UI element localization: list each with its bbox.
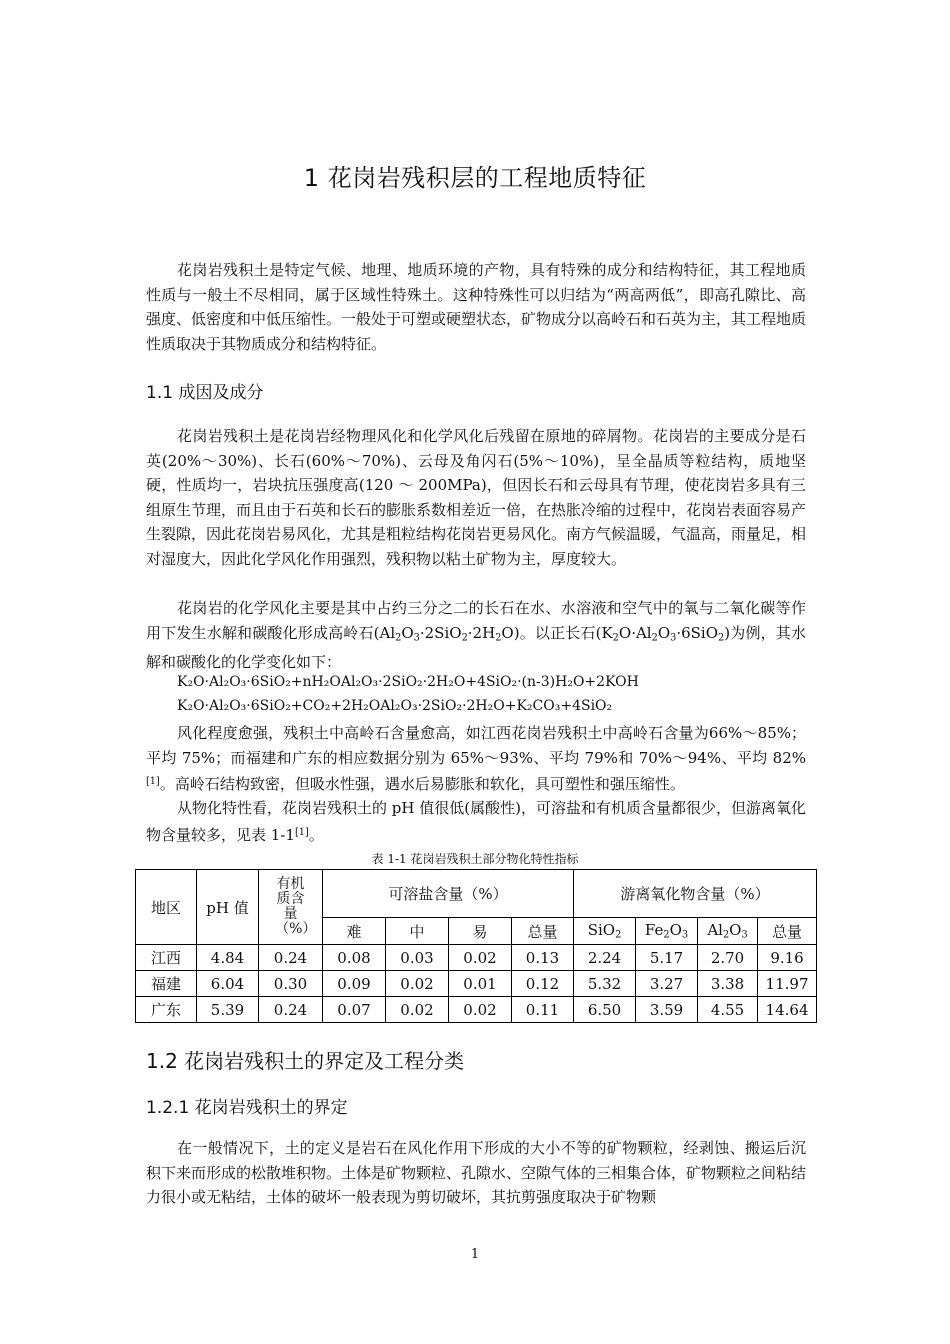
header-organic: 有机质含量（%） (259, 870, 323, 945)
table-cell: 3.27 (636, 971, 698, 997)
table-cell: 3.59 (636, 997, 698, 1023)
table-caption: 表 1-1 花岗岩残积土部分物化特性指标 (371, 852, 579, 866)
section-heading-1-1: 1.1 成因及成分 (146, 383, 264, 403)
subheader-mid: 中 (386, 918, 449, 945)
subheader-total-oxide: 总量 (758, 918, 817, 945)
table-cell: 0.02 (449, 945, 512, 971)
citation-ref: [1] (294, 826, 309, 838)
header-region: 地区 (136, 870, 197, 945)
table-cell: 2.24 (574, 945, 636, 971)
table-cell: 0.24 (259, 997, 323, 1023)
subheader-total-salt: 总量 (512, 918, 574, 945)
table-cell: 0.12 (512, 971, 574, 997)
table-row (136, 971, 817, 997)
header-soluble-salt: 可溶盐含量（%） (323, 870, 574, 918)
table-cell: 6.50 (574, 997, 636, 1023)
table-row (136, 997, 817, 1023)
table-cell: 0.03 (386, 945, 449, 971)
header-free-oxide: 游离氧化物含量（%） (574, 870, 817, 918)
table-cell: 5.32 (574, 971, 636, 997)
equation-hydrolysis: K₂O·Al₂O₃·6SiO₂+nH₂OAl₂O₃·2SiO₂·2H₂O+4SiO₂·(n-3)H₂O+2KOH (177, 674, 639, 690)
paragraph-kaolinite: 风化程度愈强，残积土中高岭石含量愈高，如江西花岗岩残积土中高岭石含量为66%～85%；平均 75%；而福建和广东的相应数据分别为 65%～93%、平均 79%和 70%～94%、平均 82%[1]。高岭石结构致密，但吸水性强，遇水后易膨胀和软化，具可塑性和强压缩性。 (146, 724, 806, 793)
subheader-fe2o3: $Fe_2O_3$ (636, 918, 698, 945)
paragraph-origin: 花岗岩残积土是花岗岩经物理风化和化学风化后残留在原地的碎屑物。花岗岩的主要成分是石英(20%～30%)、长石(60%～70%)、云母及角闪石(5%～10%)，呈全晶质等粒结构，质地坚硬，性质均一，岩块抗压强度高(120 ～ 200MPa)，但因长石和云母具有节理，使花岗岩多具有三组原生节理，而且由于石英和长石的膨胀系数相差近一倍，在热胀冷缩的过程中，花岗岩表面容易产生裂隙，因此花岗岩易风化，尤其是粗粒结构花岗岩更易风化。南方气候温暖，气温高，雨量足，相对湿度大，因此化学风化作用强烈，残积物以粘土矿物为主，厚度较大。 (146, 427, 807, 568)
subheader-hard: 难 (323, 918, 386, 945)
paragraph-physicochemical: 从物化特性看，花岗岩残积土的 pH 值很低(属酸性)，可溶盐和有机质含量都很少，但游离氧化物含量较多，见表 1-1[1]。 (146, 799, 806, 844)
table-cell: 0.02 (386, 971, 449, 997)
table-cell: 0.02 (449, 997, 512, 1023)
header-ph: pH 值 (197, 870, 259, 945)
table-cell: 0.08 (323, 945, 386, 971)
subheader-sio2: SiO$_2$ (574, 918, 636, 945)
table-cell: 0.30 (259, 971, 323, 997)
table-cell: 0.11 (512, 997, 574, 1023)
table-cell: 11.97 (758, 971, 817, 997)
page-number: 1 (470, 1247, 480, 1262)
table-cell: 2.70 (698, 945, 758, 971)
table-cell: 广东 (136, 997, 197, 1023)
table-cell: 3.38 (698, 971, 758, 997)
table-cell: 江西 (136, 945, 197, 971)
table-row (136, 945, 817, 971)
table-cell: 0.01 (449, 971, 512, 997)
paragraph-chemical-weathering: 花岗岩的化学风化主要是其中占约三分之二的长石在水、水溶液和空气中的氧与二氧化碳等作用下发生水解和碳酸化形成高岭石$(Al_2O_3\cdot 2SiO_2\cdot 2H_2O)$。以正长石$(K_2O\cdot Al_2O_3\cdot 6SiO_2)$为例，其水解和碳酸化的化学变化如下： (146, 599, 806, 672)
table-cell: 0.07 (323, 997, 386, 1023)
intro-paragraph: 花岗岩残积土是特定气候、地理、地质环境的产物，具有特殊的成分和结构特征，其工程地质性质与一般土不尽相同，属于区域性特殊土。这种特殊性可以归结为“两高两低”，即高孔隙比、高强度、低密度和中低压缩性。一般处于可塑或硬塑状态，矿物成分以高岭石和石英为主，其工程地质性质取决于其物质成分和结构特征。 (146, 261, 807, 353)
table-cell: 0.02 (386, 997, 449, 1023)
subheader-al2o3: $Al_2O_3$ (698, 918, 758, 945)
table-cell: 5.17 (636, 945, 698, 971)
citation-ref: [1] (146, 776, 160, 787)
equation-carbonation: K₂O·Al₂O₃·6SiO₂+CO₂+2H₂OAl₂O₃·2SiO₂·2H₂O+K₂CO₃+4SiO₂ (177, 698, 613, 714)
section-heading-1-2: 1.2 花岗岩残积土的界定及工程分类 (146, 1049, 465, 1073)
table-cell: 0.13 (512, 945, 574, 971)
table-cell: 0.09 (323, 971, 386, 997)
table-cell: 5.39 (197, 997, 259, 1023)
table-cell: 4.84 (197, 945, 259, 971)
table-cell: 6.04 (197, 971, 259, 997)
table-cell: 9.16 (758, 945, 817, 971)
paragraph-soil-definition: 在一般情况下，土的定义是岩石在风化作用下形成的大小不等的矿物颗粒，经剥蚀、搬运后沉积下来而形成的松散堆积物。土体是矿物颗粒、孔隙水、空隙气体的三相集合体，矿物颗粒之间粘结力很小或无粘结，土体的破坏一般表现为剪切破坏，其抗剪强度取决于矿物颗 (146, 1139, 807, 1206)
table-cell: 4.55 (698, 997, 758, 1023)
physicochemical-table (135, 869, 817, 1023)
table-cell: 0.24 (259, 945, 323, 971)
subsection-heading-1-2-1: 1.2.1 花岗岩残积土的界定 (146, 1098, 348, 1118)
subheader-easy: 易 (449, 918, 512, 945)
chapter-title: 1 花岗岩残积层的工程地质特征 (303, 164, 647, 192)
table-cell: 14.64 (758, 997, 817, 1023)
table-cell: 福建 (136, 971, 197, 997)
